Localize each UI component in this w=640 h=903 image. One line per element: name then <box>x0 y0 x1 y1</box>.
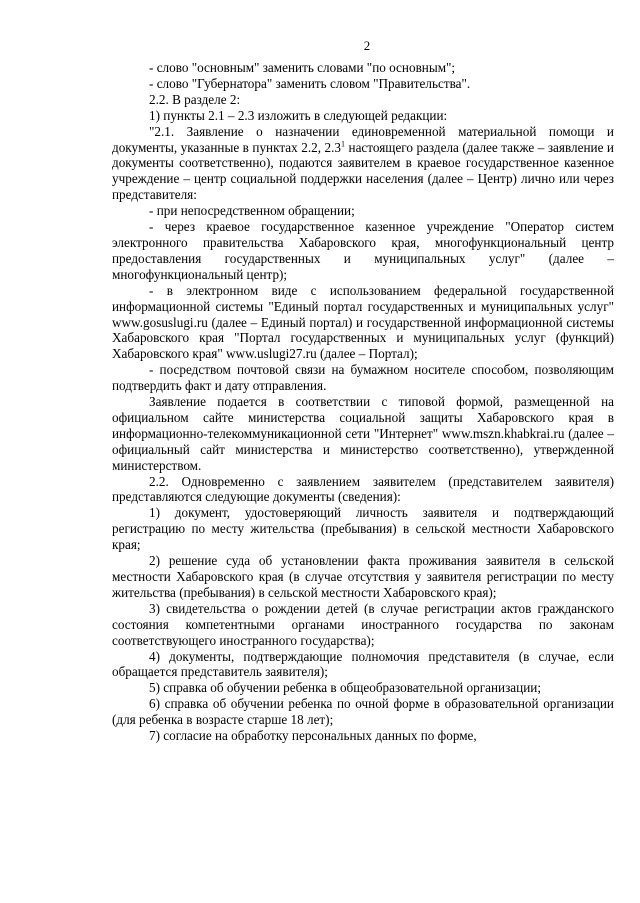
paragraph: - посредством почтовой связи на бумажном носителе способом, позволяющим подтвердить факт и дату отправления. <box>112 362 614 394</box>
paragraph: - при непосредственном обращении; <box>149 203 355 219</box>
paragraph: - слово "Губернатора" заменить словом "Правительства". <box>149 75 471 91</box>
paragraph: - через краевое государственное казенное учреждение "Оператор систем электронного правительства Хабаровского края, многофункциональный центр предоставления государственных и муниципальных услуг" (далее – многофункциональный центр); <box>112 219 614 282</box>
paragraph-text-after: настоящего раздела (далее также – заявление и документы соответственно), подаются заявителем в краевое государственное казенное учреждение – центр социальной поддержки населения (далее – Центр) лично или через представителя: <box>112 139 614 203</box>
paragraph: - слово "основным" заменить словами "по основным"; <box>149 60 456 75</box>
footnote-superscript: 1 <box>341 139 346 149</box>
paragraph: 1) документ, удостоверяющий личность заявителя и подтверждающий регистрацию по месту жительства (пребывания) в сельской местности Хабаровского края; <box>112 505 614 553</box>
paragraph-with-footnote <box>112 124 614 204</box>
paragraph: 7) согласие на обработку персональных данных по форме, <box>149 728 477 744</box>
paragraph: - в электронном виде с использованием федеральной государственной информационной системы "Единый портал государственных и муниципальных услуг" www.gosuslugi.ru (далее – Единый портал) и государственной информационной системы Хабаровского края "Портал государственных и муниципальных услуг (функций) Хабаровского края" www.uslugi27.ru (далее – Портал); <box>112 282 614 362</box>
paragraph: 2.2. В разделе 2: <box>149 91 241 107</box>
paragraph: 2.2. Одновременно с заявлением заявителем (представителем заявителя) представляются следующие документы (сведения): <box>112 473 614 505</box>
paragraph: 2) решение суда об установлении факта проживания заявителя в сельской местности Хабаровского края (в случае отсутствия у заявителя регистрации по месту жительства (пребывания) в сельской местности Хабаровского края); <box>112 553 614 600</box>
paragraph: 1) пункты 2.1 – 2.3 изложить в следующей редакции: <box>149 107 448 123</box>
paragraph: Заявление подается в соответствии с типовой формой, размещенной на официальном сайте министерства социальной защиты Хабаровского края в информационно-телекоммуникационной сети "Интернет" www.mszn.khabkrai.ru (далее – официальный сайт министерства и министерство соответственно), утвержденной министерством. <box>112 394 614 473</box>
page-number: 2 <box>363 38 371 53</box>
paragraph: 5) справка об обучении ребенка в общеобразовательной организации; <box>149 680 541 696</box>
paragraph: 6) справка об обучении ребенка по очной форме в образовательной организации (для ребенка в возрасте старше 18 лет); <box>112 696 614 728</box>
document-body <box>112 60 614 744</box>
paragraph: 3) свидетельства о рождении детей (в случае регистрации актов гражданского состояния компетентными органами иностранного государства по законам соответствующего иностранного государства); <box>112 600 614 648</box>
paragraph-text-before: "2.1. Заявление о назначении единовременной материальной помощи и документы, указанные в пунктах 2.2, 2.3 <box>112 123 614 155</box>
paragraph: 4) документы, подтверждающие полномочия представителя (в случае, если обращается представитель заявителя); <box>112 648 614 680</box>
